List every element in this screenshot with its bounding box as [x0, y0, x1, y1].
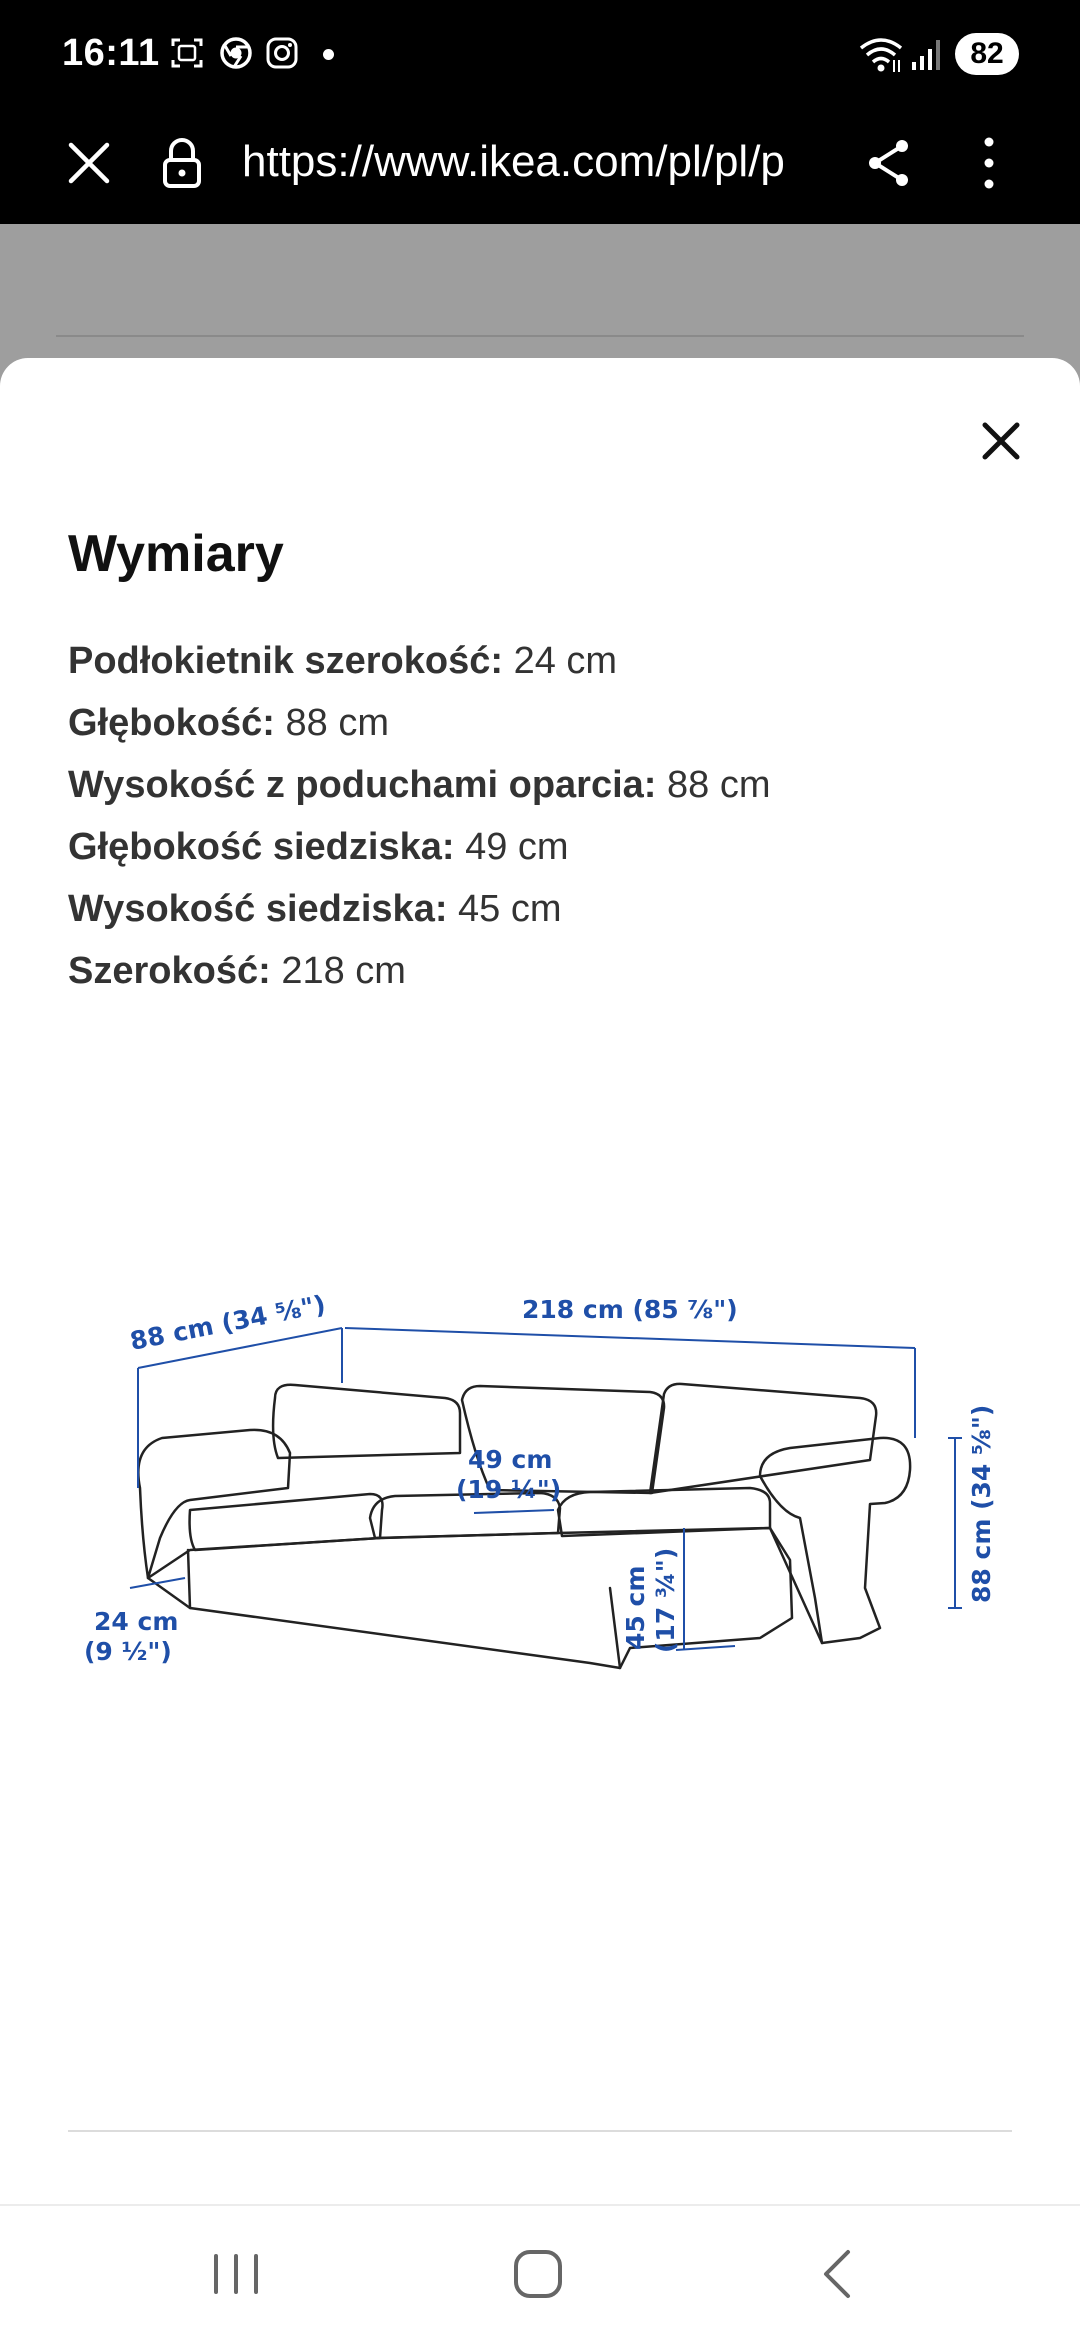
height-label: 88 cm (34 ⅝")	[967, 1404, 996, 1603]
dimension-row	[68, 940, 1028, 1002]
divider	[68, 2130, 1012, 2132]
dimension-value: 88 cm	[285, 702, 389, 744]
close-icon[interactable]	[66, 140, 112, 186]
close-sheet-button[interactable]	[970, 410, 1032, 472]
dimension-row	[68, 816, 1028, 878]
seat-depth-label: 49 cm	[468, 1445, 553, 1474]
dimension-label: Wysokość z poduchami oparcia:	[68, 764, 657, 806]
dimension-value: 88 cm	[667, 764, 771, 806]
browser-toolbar	[0, 110, 1080, 224]
screenshot-icon	[170, 36, 204, 70]
battery-icon: 82	[955, 33, 1019, 75]
seat-height-label: 45 cm	[621, 1565, 650, 1650]
status-bar	[0, 0, 1080, 110]
instagram-icon	[265, 36, 299, 70]
sheet-title: Wymiary	[68, 525, 284, 583]
dimension-row	[68, 692, 1028, 754]
dimension-value: 218 cm	[281, 950, 406, 992]
chrome-icon	[219, 36, 253, 70]
home-icon[interactable]	[508, 2244, 568, 2304]
sofa-drawing	[138, 1384, 910, 1668]
dimension-row	[68, 754, 1028, 816]
dimension-value: 49 cm	[465, 826, 569, 868]
sofa-dimension-diagram	[70, 1288, 1020, 1798]
width-label: 218 cm (85 ⅞")	[522, 1295, 738, 1324]
divider	[56, 335, 1024, 337]
dimension-label: Szerokość:	[68, 950, 271, 992]
dimension-label: Podłokietnik szerokość:	[68, 640, 504, 682]
system-nav-bar	[0, 2204, 1080, 2340]
armrest-label-inch: (9 ½")	[84, 1637, 172, 1666]
dimension-label: Głębokość siedziska:	[68, 826, 455, 868]
more-vert-icon[interactable]	[978, 134, 1000, 192]
depth-label: 88 cm (34 ⅝")	[127, 1289, 328, 1356]
back-icon[interactable]	[810, 2244, 870, 2304]
seat-height-label-inch: (17 ¾")	[651, 1547, 680, 1653]
dimension-value: 45 cm	[458, 888, 562, 930]
signal-icon	[910, 36, 946, 72]
recent-apps-icon[interactable]	[206, 2244, 266, 2304]
dimensions-sheet	[0, 358, 1080, 2204]
dimension-row	[68, 878, 1028, 940]
dimensions-list	[68, 630, 1028, 1002]
seat-depth-label-inch: (19 ¼")	[456, 1475, 562, 1504]
status-time: 16:11	[62, 32, 160, 74]
lock-icon	[160, 136, 204, 190]
notification-dot	[323, 49, 334, 60]
armrest-label: 24 cm	[94, 1607, 179, 1636]
url-field[interactable]: https://www.ikea.com/pl/pl/p	[242, 137, 785, 186]
dimension-row	[68, 630, 1028, 692]
dimension-label: Wysokość siedziska:	[68, 888, 448, 930]
dimension-label: Głębokość:	[68, 702, 275, 744]
share-icon[interactable]	[864, 136, 914, 190]
dimension-value: 24 cm	[513, 640, 618, 682]
wifi-icon	[858, 34, 904, 74]
